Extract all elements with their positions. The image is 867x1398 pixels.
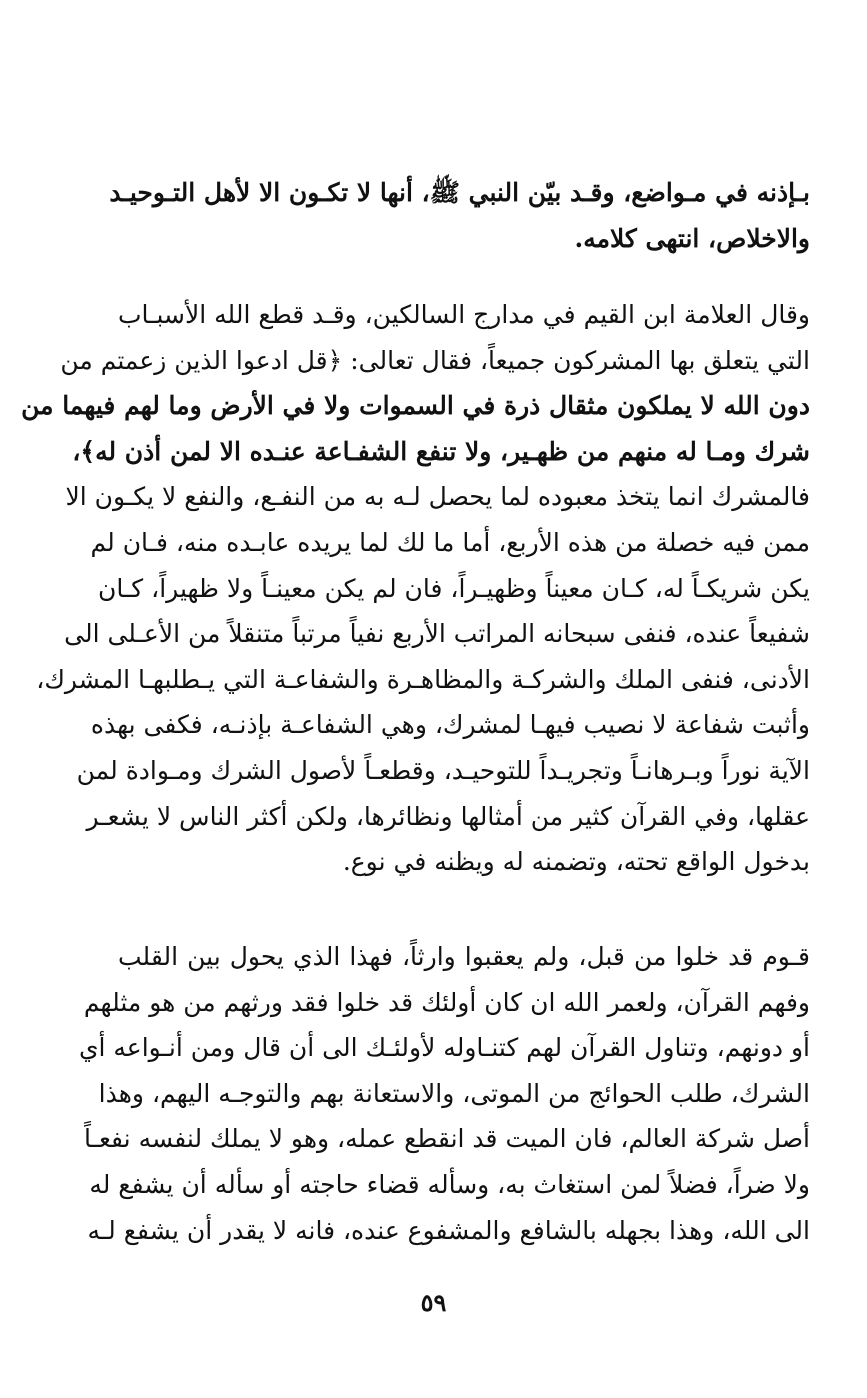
text-line: شرك ومـا له منهم من ظهـير، ولا تنفع الشفـاعة عنـده الا لمن أذن له﴾، [72,436,810,466]
text-line: وفهم القرآن، ولعمر الله ان كان أولئك قد خلوا فقد ورثهم من هو مثلهم [83,987,810,1017]
text-line: أو دونهم، وتناول القرآن لهم كتنـاوله لأولئـك الى أن قال ومن أنـواعه أي [78,1033,810,1063]
text-line: بدخول الواقع تحته، وتضمنه له ويظنه في نوع. [342,847,810,877]
text-line: ممن فيه خصلة من هذه الأربع، أما ما لك لما يريده عابـده منه، فـان لم [90,527,810,557]
text-line: فالمشرك انما يتخذ معبوده لما يحصل لـه به من النفـع، والنفع لا يكـون الا [65,482,810,512]
text-line: دون الله لا يملكون مثقال ذرة في السموات ولا في الأرض وما لهم فيهما من [21,391,810,421]
paragraph-1 [109,170,810,261]
paragraph-3 [78,934,810,1253]
text-line: شفيعاً عنده، فنفى سبحانه المراتب الأربع نفياً مرتباً متنقلاً من الأعـلى الى [64,619,810,649]
text-line: الأدنى، فنفى الملك والشركـة والمظاهـرة والشفاعـة التي يـطلبهـا المشرك، [36,664,810,694]
text-line: وأثبت شفاعة لا نصيب فيهـا لمشرك، وهي الشفاعـة بإذنـه، فكفى بهذه [90,710,810,740]
text-line: التي يتعلق بها المشركون جميعاً، فقال تعالى: ﴿قل ادعوا الذين زعمتم من [60,345,810,375]
text-line: الآية نوراً وبـرهانـاً وتجريـداً للتوحيـد، وقطعـاً لأصول الشرك ومـوادة لمن [76,755,810,785]
text-line: الشرك، طلب الحوائج من الموتى، والاستعانة بهم والتوجـه اليهم، وهذا [98,1078,810,1108]
text-line: والاخلاص، انتهى كلامه. [574,223,810,253]
text-line: أصل شركة العالم، فان الميت قد انقطع عمله، وهو لا يملك لنفسه نفعـاً [84,1124,810,1154]
text-line: يكن شريكـاً له، كـان معيناً وظهيـراً، فان لم يكن معينـاً ولا ظهيراً، كـان [98,573,810,603]
page-number: ٥٩ [420,1288,447,1317]
text-line: بـإذنه في مـواضع، وقـد بيّن النبي ﷺ، أنها لا تكـون الا لأهل التـوحيـد [109,178,810,207]
text-line: ولا ضراً، فضلاً لمن استغاث به، وسأله قضاء حاجته أو سأله أن يشفع له [89,1169,810,1199]
text-line: وقال العلامة ابن القيم في مدارج السالكين، وقـد قطع الله الأسبـاب [118,300,810,329]
text-line: قـوم قد خلوا من قبل، ولم يعقبوا وارثاً، فهذا الذي يحول بين القلب [118,942,810,971]
text-line: الى الله، وهذا بجهله بالشافع والمشفوع عنده، فانه لا يقدر أن يشفع لـه [87,1215,810,1245]
paragraph-2 [21,292,810,885]
text-line: عقلها، وفي القرآن كثير من أمثالها ونظائرها، ولكن أكثر الناس لا يشعـر [86,801,810,831]
